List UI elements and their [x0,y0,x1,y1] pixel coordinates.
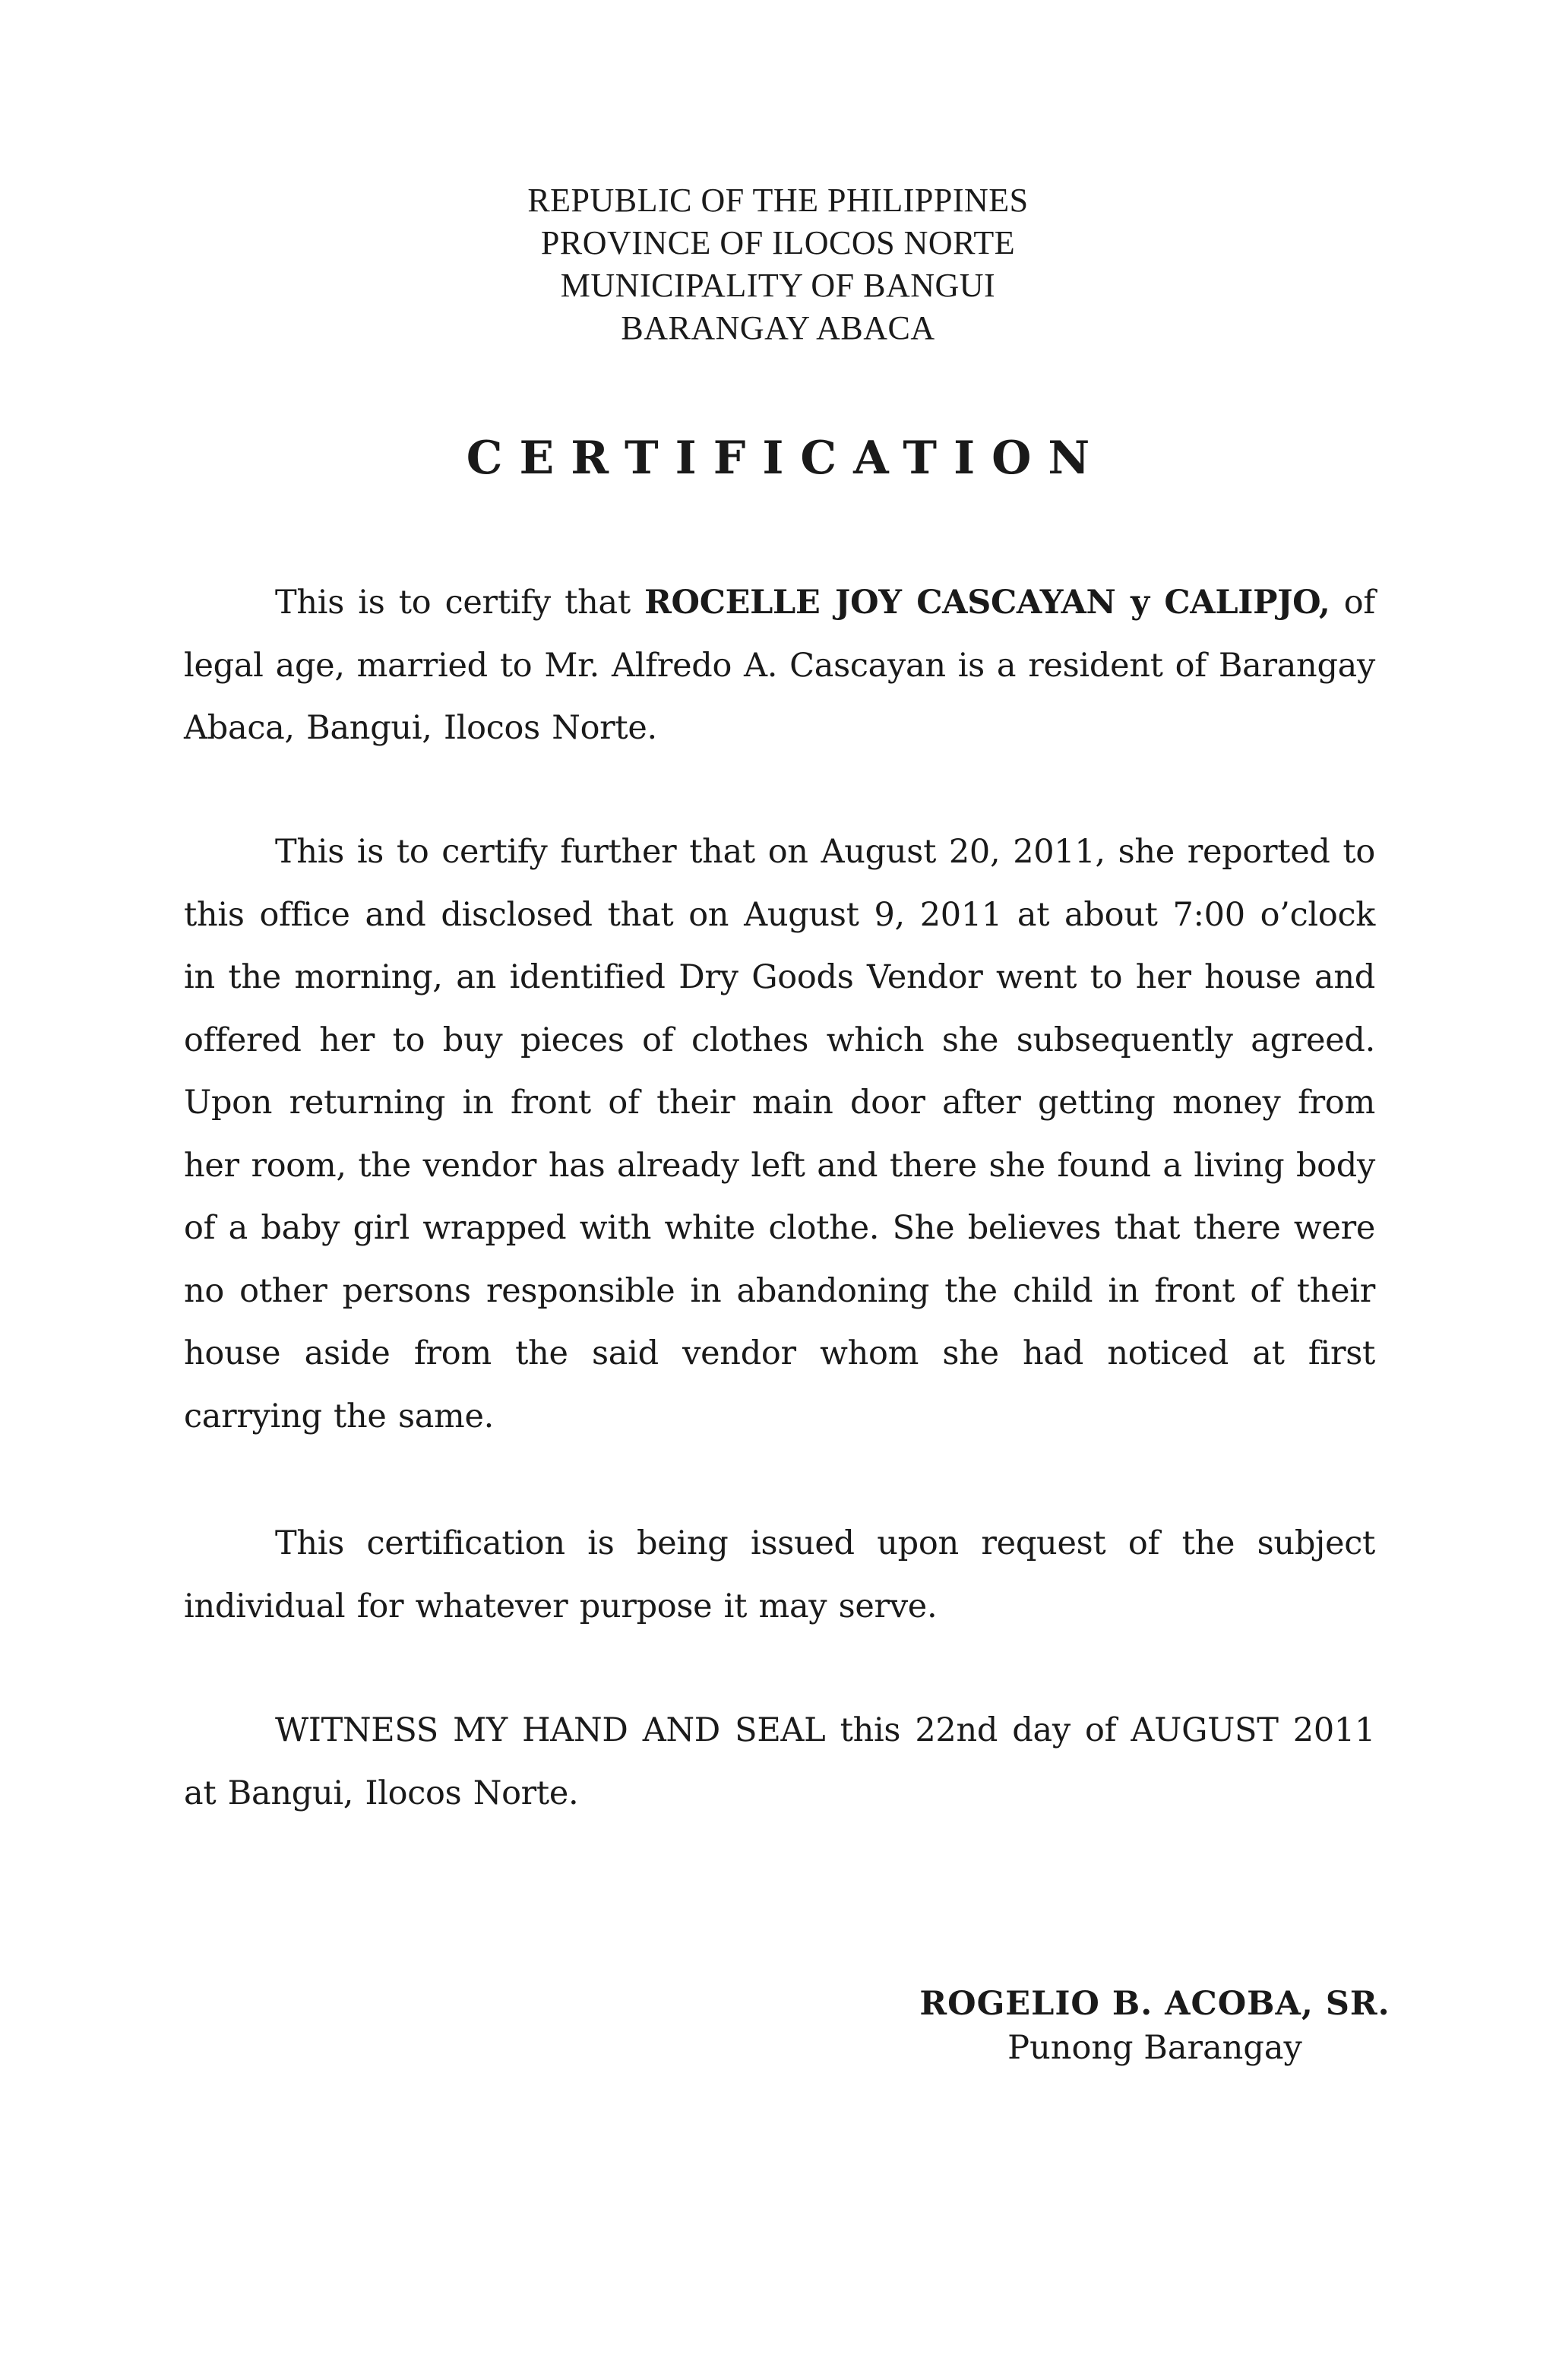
header-republic: REPUBLIC OF THE PHILIPPINES [527,182,1029,219]
letterhead [0,179,1556,350]
header-municipality: MUNICIPALITY OF BANGUI [560,267,996,304]
paragraph-witness [184,1699,1375,1825]
signatory-title: Punong Barangay [1007,2029,1302,2067]
header-barangay: BARANGAY ABACA [621,309,935,347]
paragraph-witness-text: WITNESS MY HAND AND SEAL this 22nd day of AUGUST 2011 at Bangui, Ilocos Norte. [184,1711,1375,1812]
paragraph-resident [184,571,1375,760]
signature-block [851,1982,1459,2070]
paragraph-report-text: This is to certify further that on August 20, 2011, she reported to this office and disclosed that on August 9, 2011 at about 7:00 o’clock in the morning, an identified Dry Goods Vendor went to her house and offered her to buy pieces of clothes which she subsequently agreed. Upon returning in front of their main door after getting money from her room, the vendor has already left and there she found a living body of a baby girl wrapped with white clothe. She believes that there were no other persons responsible in abandoning the child in front of their house aside from the said vendor whom she had noticed at first carrying the same. [184,833,1375,1435]
subject-name: ROCELLE JOY CASCAYAN y CALIPJO, [644,584,1330,622]
signatory-name: ROGELIO B. ACOBA, SR. [919,1985,1390,2023]
paragraph-resident-text [184,571,1375,760]
paragraph-resident-rest: of legal age, married to Mr. Alfredo A. Cascayan is a resident of Barangay Abaca, Bangui, Ilocos Norte. [184,584,1375,747]
paragraph-purpose [184,1512,1375,1638]
paragraph-report [184,821,1375,1448]
paragraph-purpose-text: This certification is being issued upon request of the subject individual for whatever purpose it may serve. [184,1524,1375,1625]
document-title: CERTIFICATION [466,432,1107,485]
header-province: PROVINCE OF ILOCOS NORTE [540,224,1016,261]
paragraph-resident-lead: This is to certify that [275,584,645,622]
